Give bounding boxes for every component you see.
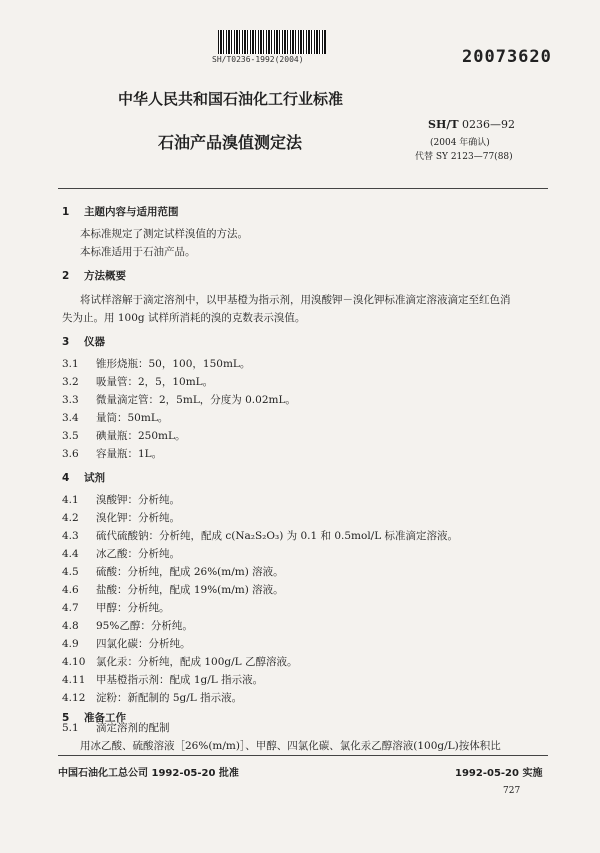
item-number: 4.9 (62, 638, 79, 650)
section-5-title: 准备工作 (84, 712, 126, 724)
list-item (62, 564, 284, 579)
item-text: 四氯化碳：分析纯。 (96, 638, 191, 650)
section-2-title: 方法概要 (84, 270, 126, 282)
list-item (62, 492, 180, 507)
section-3-title: 仪器 (84, 336, 105, 348)
page-number: 727 (503, 786, 521, 796)
subsection-title: 滴定溶剂的配制 (96, 722, 170, 734)
list-item (62, 636, 191, 651)
section-1-title: 主题内容与适用范围 (84, 206, 179, 218)
replaces-standard: 代替 SY 2123—77(88) (415, 152, 513, 162)
standard-code (428, 118, 515, 131)
item-text: 容量瓶：1L。 (96, 448, 163, 460)
section-4-title: 试剂 (84, 472, 105, 484)
section-2-heading (62, 268, 126, 283)
item-number: 4.3 (62, 530, 79, 542)
barcode (218, 30, 326, 54)
item-number: 4.12 (62, 692, 86, 704)
item-number: 3.5 (62, 430, 79, 442)
item-number: 4.4 (62, 548, 79, 560)
item-number: 4.2 (62, 512, 79, 524)
item-text: 冰乙酸：分析纯。 (96, 548, 180, 560)
item-text: 95%乙醇：分析纯。 (96, 620, 193, 632)
item-text: 硫代硫酸钠：分析纯，配成 c(Na₂S₂O₃) 为 0.1 和 0.5mol/L 标准滴定溶液。 (96, 530, 459, 542)
list-item (62, 546, 180, 561)
section-5-paragraph-1: 用冰乙酸、硫酸溶液［26%(m/m)］、甲醇、四氯化碳、氯化汞乙醇溶液(100g/L)按体积比 (80, 740, 501, 752)
section-2-paragraph-1: 将试样溶解于滴定溶剂中，以甲基橙为指示剂，用溴酸钾－溴化钾标准滴定溶液滴定至红色消 (80, 294, 511, 306)
list-item (62, 672, 263, 687)
list-item (62, 392, 296, 407)
section-4-number: 4 (62, 472, 70, 484)
list-item (62, 528, 458, 543)
section-3-heading (62, 334, 105, 349)
item-number: 4.7 (62, 602, 79, 614)
item-text: 硫酸：分析纯，配成 26%(m/m) 溶液。 (96, 566, 284, 578)
industry-standard-heading: 中华人民共和国石油化工行业标准 (118, 90, 344, 108)
item-text: 甲基橙指示剂：配成 1g/L 指示液。 (96, 674, 264, 686)
section-1-heading (62, 204, 179, 219)
section-1-number: 1 (62, 206, 70, 218)
section-1-paragraph-1: 本标准规定了测定试样溴值的方法。 (80, 228, 248, 240)
list-item (62, 510, 180, 525)
approval-info: 中国石油化工总公司 1992-05-20 批准 (58, 768, 239, 779)
item-number: 4.8 (62, 620, 79, 632)
item-text: 微量滴定管：2，5mL，分度为 0.02mL。 (96, 394, 296, 406)
section-4-heading (62, 470, 105, 485)
item-number: 3.6 (62, 448, 79, 460)
item-text: 吸量管：2，5，10mL。 (96, 376, 214, 388)
standard-code-number: 0236—92 (462, 118, 516, 131)
item-number: 3.2 (62, 376, 79, 388)
list-item (62, 356, 250, 371)
confirmation-year: (2004 年确认) (430, 138, 490, 148)
item-text: 量筒：50mL。 (96, 412, 169, 424)
item-text: 甲醇：分析纯。 (96, 602, 170, 614)
list-item (62, 446, 162, 461)
section-2-paragraph-2: 失为止。用 100g 试样所消耗的溴的克数表示溴值。 (62, 312, 306, 324)
handwritten-number: 20073620 (462, 47, 552, 67)
page-title: 石油产品溴值测定法 (158, 133, 303, 152)
item-number: 4.11 (62, 674, 86, 686)
item-number: 4.6 (62, 584, 79, 596)
list-item (62, 428, 185, 443)
item-number: 3.3 (62, 394, 79, 406)
item-text: 锥形烧瓶：50，100，150mL。 (96, 358, 251, 370)
item-text: 溴化钾：分析纯。 (96, 512, 180, 524)
item-number: 3.4 (62, 412, 79, 424)
list-item (62, 618, 193, 633)
list-item (62, 410, 168, 425)
item-text: 碘量瓶：250mL。 (96, 430, 186, 442)
header-divider (58, 188, 548, 189)
section-3-number: 3 (62, 336, 70, 348)
standard-code-prefix: SH/T (428, 118, 459, 131)
list-item (62, 582, 284, 597)
item-number: 3.1 (62, 358, 79, 370)
list-item (62, 600, 170, 615)
section-5-number: 5 (62, 712, 70, 724)
barcode-text: SH/T0236-1992(2004) (212, 55, 304, 64)
subsection-5-1-heading (62, 720, 170, 735)
list-item (62, 690, 242, 705)
list-item (62, 374, 213, 389)
item-text: 淀粉：新配制的 5g/L 指示液。 (96, 692, 243, 704)
subsection-number: 5.1 (62, 722, 79, 734)
item-text: 溴酸钾：分析纯。 (96, 494, 180, 506)
effective-date: 1992-05-20 实施 (455, 768, 543, 779)
item-number: 4.1 (62, 494, 79, 506)
item-text: 氯化汞：分析纯，配成 100g/L 乙醇溶液。 (96, 656, 298, 668)
section-1-paragraph-2: 本标准适用于石油产品。 (80, 246, 196, 258)
section-2-number: 2 (62, 270, 70, 282)
item-text: 盐酸：分析纯，配成 19%(m/m) 溶液。 (96, 584, 284, 596)
list-item (62, 654, 297, 669)
footer-divider (58, 755, 548, 756)
item-number: 4.5 (62, 566, 79, 578)
item-number: 4.10 (62, 656, 86, 668)
